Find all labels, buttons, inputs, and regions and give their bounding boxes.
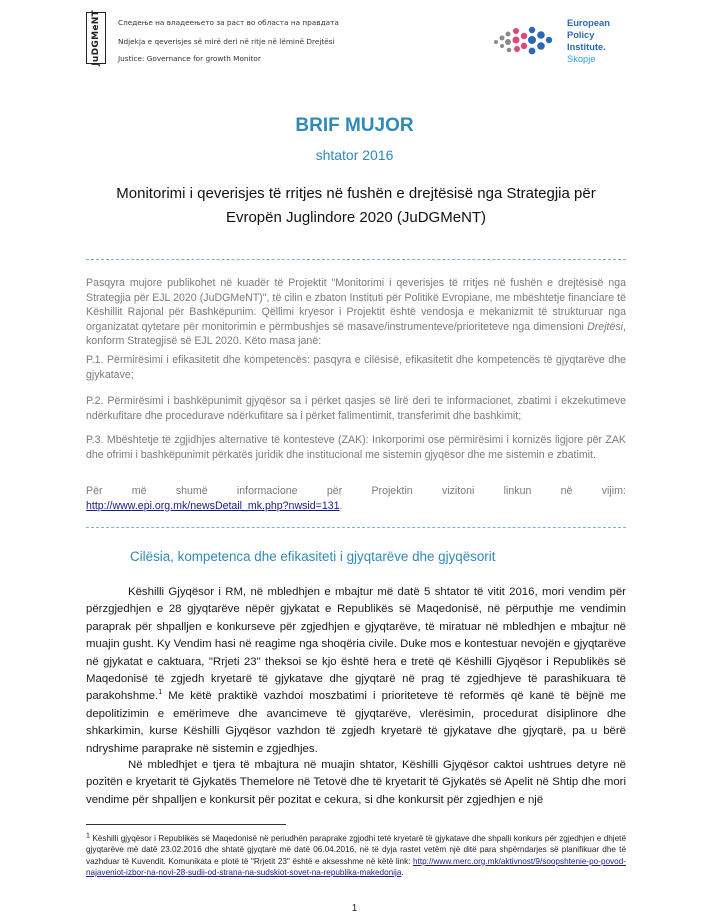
body-paragraph-1: Këshilli Gjyqësor i RM, në mbledhjen e mbajtur më datë 5 shtator të vitit 2016, mori vendim për përzgjedhjen e 28 gjyqtarëve nëpër gjykatat e Republikës së Maqedonisë, në përputhje me vendimin paraprak për shpalljen e konkurseve për zgjedhjen e gjyqtarëve, të miratuar në mbledhjen e mbajtur në muajin gusht. Ky Vendim hasi në reagime nga shoqëria civile. Duke mos e kontestuar nevojën e gjyqtarëve në gjykatat e caktuara, "Rrjeti 23" theksoi se kjo është hera e tretë që Këshilli Gjyqësor i Republikës së Maqedonisë të zgjedh kryetarë të gjykatave dhe gjyqtarë në prag të zgjedhjeve të parashikuara të parakohshme.$^1$ Me këtë praktikë vazhdoi moszbatimi i prioriteteve të reformës që kanë të bëjnë me depolitizimin e emërimeve dhe avancimeve të gjyqtarëve, vlerësimin, procedurat disiplinore dhe shkarkimin, kurse Këshilli Gjyqësor vazhdon të zgjedh kryetarë të gjykatave dhe gjyqtarë, pa u bërë ndryshime paraprake në sistemin e zgjedhjes. bbox=[86, 586, 626, 755]
priority-p2: P.2. Përmirësimi i bashkëpunimit gjyqësor sa i përket qasjes së lirë deri te informacionet, zbatimi i ekzekutimeve ndërkufitare dhe procedurave ndërkufitare sa i përket falimentimit, transferimit dhe bashkimit; bbox=[86, 395, 626, 422]
judgment-logo-text: JuDGMeNT bbox=[91, 10, 101, 66]
epi-molecule-logo-icon bbox=[490, 22, 560, 60]
footnote-link[interactable]: http://www.merc.org.mk/aktivnost/9/soopshtenie-po-povod-najaveniot-izbor-na-novi-28-sudii-od-strana-na-sudskiot-sovet-na-republika-makedonija bbox=[86, 856, 626, 877]
section-heading: Cilësia, kompetenca dhe efikasiteti i gjyqtarëve dhe gjyqësorit bbox=[130, 549, 496, 564]
dashed-divider-bottom bbox=[86, 527, 626, 528]
epi-line-skopje: Skopje bbox=[567, 54, 596, 64]
priority-p1: P.1. Përmirësimi i efikasitetit dhe kompetencës: pasqyra e cilësisë, efikasitetit dhe kompetencës të gjyqtarëve dhe gjykatave; bbox=[86, 354, 626, 381]
header-line-al: Ndjekja e qeverisjes së mirë deri në ritje në lëminë Drejtësi bbox=[118, 37, 335, 46]
epi-line-european: European bbox=[567, 18, 610, 28]
body-paragraph-2: Në mbledhjet e tjera të mbajtura në muajin shtator, Këshilli Gjyqësor caktoi ushtrues detyre në pozitën e kryetarit të Gjykatës Themelore në Tetovë dhe të kryetarit të Gjykatës së Apelit në Shtip dhe mori vendime për shpalljen e konkursit për pozitat e cekura, si dhe konkursit për zgjedhjen e një bbox=[86, 759, 626, 806]
dashed-divider-top bbox=[86, 259, 626, 260]
document-title-line-2: Evropën Juglindore 2020 (JuDGMeNT) bbox=[225, 209, 487, 226]
document-title-line-1: Monitorimi i qeverisjes të rritjes në fushën e drejtësisë nga Strategjia për bbox=[116, 185, 596, 202]
footnote: $^1$ Këshilli gjyqësor i Republikës së Maqedonisë në periudhën paraprake zgjodhi tetë kryetarë të gjykatave dhe shpalli konkurs për zgjedhjen e dhjetë gjyqtarëve më datë 23.02.2016 dhe shtatë gjyqtarë më datë 06.04.2016, në të dyja rastet vetëm një ditë para shpërndarjes së planifikuar dhe të vazhduar të Kuvendit. Komunikata e plotë të "Rrjetit 23" është e aksesshme në këtë link: http://www.merc.org.mk/aktivnost/9/soopshtenie-po-povod-najaveniot-izbor-na-novi-28-sudii-od-strana-na-sudskiot-sovet-na-republika-makedonija. bbox=[86, 832, 626, 877]
brief-title: BRIF MUJOR bbox=[295, 115, 414, 136]
header-line-en: Justice: Governance for growth Monitor bbox=[118, 54, 261, 63]
intro-paragraph: Pasqyra mujore publikohet në kuadër të Projektit "Monitorimi i qeverisjes të rritjes në fushën e drejtësisë nga Strategjia për EJL 2020 (JuDGMeNT)", të cilin e zbaton Instituti për Politikë Evropiane, me mbështetje financiare të Këshillit Rajonal për Bashkëpunim. Qëllimi kryesor i Projektit është vendosja e mekanizmit të strukturuar nga organizatat qytetare për monitorimin e përmbushjes së masave/instrumenteve/prioriteteve nga dimensioni Drejtësi, konform Strategjisë së EJL 2020. Këto masa janë: bbox=[86, 277, 626, 348]
document-title bbox=[86, 182, 626, 230]
epi-line-institute: Institute. bbox=[567, 42, 606, 52]
epi-line-policy: Policy bbox=[567, 30, 595, 40]
priority-p3: P.3. Mbështetje të zgjidhjes alternative të kontesteve (ZAK): Inkorporimi ose përmirësimi i kornizës ligjore për ZAK dhe ofrimi i bashkëpunimit përkatës juridik dhe institucional me sistemin gjyqësor dhe me sistemin e zbatimit. bbox=[86, 434, 626, 461]
footnote-rule bbox=[86, 824, 286, 825]
more-info: Për më shumë informacione për Projektin vizitoni linkun në vijim: http://www.epi.org.mk/newsDetail_mk.php?nwsid=131. bbox=[86, 485, 626, 512]
more-info-text: Për më shumë informacione për Projektin vizitoni linkun në vijim: bbox=[86, 485, 626, 497]
footnote-ref: 1 bbox=[158, 689, 163, 697]
page-number: 1 bbox=[351, 903, 358, 914]
project-link[interactable]: http://www.epi.org.mk/newsDetail_mk.php?nwsid=131 bbox=[86, 499, 340, 512]
header-line-mk: Следење на владеењето за раст во областа на правдата bbox=[118, 18, 339, 27]
judgment-logo bbox=[86, 12, 106, 64]
epi-logo-text bbox=[567, 17, 610, 65]
brief-date: shtator 2016 bbox=[315, 147, 394, 163]
